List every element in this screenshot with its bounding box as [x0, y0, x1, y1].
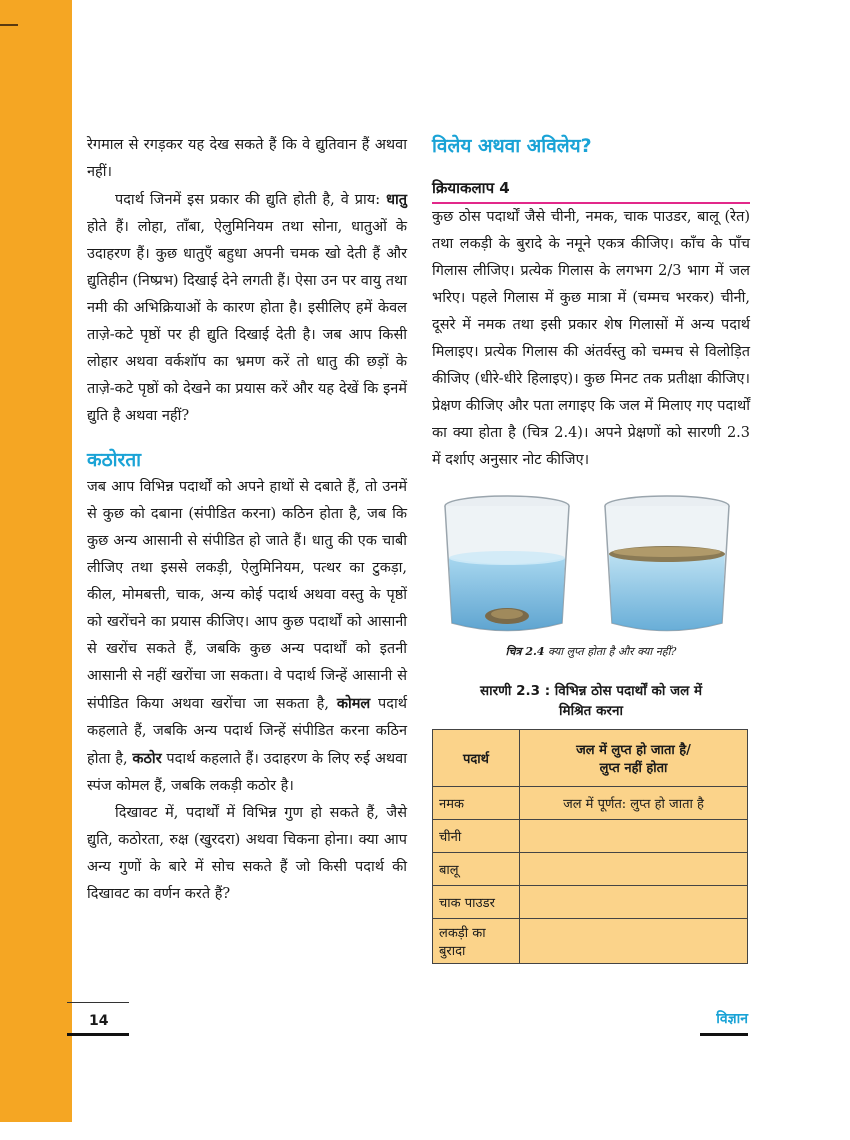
beaker-left — [445, 496, 569, 631]
term-soft: कोमल — [336, 695, 371, 712]
cell-substance: नमक — [433, 787, 520, 820]
subject-label: विज्ञान — [716, 1011, 748, 1027]
cell-substance: चीनी — [433, 820, 520, 853]
cell-result — [520, 886, 748, 919]
text-span: जब आप विभिन्न पदार्थों को अपने हाथों से दबाते हैं, तो उनमें से कुछ को दबाना (संपीडित करना) कठिन होता है, जब कि कुछ अन्य आसानी से संपीडित हो जाते हैं। धातु की एक चाबी लीजिए तथा इससे लकड़ी, ऐलुमिनियम, पत्थर का टुकड़ा, कील, मोमबत्ती, चाक, अन्य कोई पदार्थ अथवा वस्तु के पृष्ठों को खरोंचने का प्रयास कीजिए। आप कुछ पदार्थों को आसानी से खरोंच सकते हैं, जबकि कुछ अन्य पदार्थों को इतनी आसानी से नहीं खरोंचा जा सकता। वे पदार्थ जिन्हें आसानी से संपीडित किया अथवा खरोंचा जा सकता है, — [87, 479, 407, 712]
activity-text: कुछ ठोस पदार्थों जैसे चीनी, नमक, चाक पाउडर, बालू (रेत) तथा लकड़ी के बुरादे के नमूने एकत्र कीजिए। काँच के पाँच गिलास लीजिए। प्रत्येक गिलास के लगभग 2/3 भाग में जल भरिए। पहले गिलास में कुछ मात्रा में (चम्मच भरकर) चीनी, दूसरे में नमक तथा इसी प्रकार शेष गिलासों में अन्य पदार्थ मिलाइए। प्रत्येक गिलास की अंतर्वस्तु को चम्मच से विलोड़ित कीजिए (धीरे-धीरे हिलाइए)। कुछ मिनट तक प्रतीक्षा कीजिए। प्रेक्षण कीजिए और पता लगाइए कि जल में मिलाए गए पदार्थों का क्या होता है (चित्र 2.4)। अपने प्रेक्षणों को सारणी 2.3 में दर्शाए अनुसार नोट कीजिए। — [432, 209, 750, 468]
cell-result — [520, 919, 748, 964]
cell-result — [520, 853, 748, 886]
footer-subject — [700, 1005, 748, 1036]
table-title-line: मिश्रित करना — [559, 703, 623, 719]
cell-result: जल में पूर्णत: लुप्त हो जाता है — [520, 787, 748, 820]
cell-substance: बालू — [433, 853, 520, 886]
footer-page-number — [67, 1002, 129, 1033]
orange-margin-strip — [0, 0, 72, 1122]
cell-substance: लकड़ी का बुरादा — [433, 919, 520, 964]
table-row — [433, 787, 748, 820]
paragraph-appearance: दिखावट में, पदार्थों में विभिन्न गुण हो सकते हैं, जैसे द्युति, कठोरता, रुक्ष (खुरदरा) अथवा चिकना होना। क्या आप अन्य गुणों के बारे में सोच सकते हैं जो किसी पदार्थ की दिखावट का वर्णन करते हैं? — [87, 805, 407, 902]
figure-caption — [432, 644, 750, 659]
text-span: पदार्थ जिनमें इस प्रकार की द्युति होती है, वे प्राय: — [115, 192, 381, 208]
footer-rule — [67, 1033, 129, 1036]
text-span: पदार्थ कहलाते हैं, जबकि अन्य पदार्थ जिन्हें संपीडित करना कठिन होता है, — [87, 696, 408, 767]
paragraph-hardness — [87, 474, 407, 800]
section-heading-hardness: कठोरता — [87, 449, 142, 471]
page-number: 14 — [89, 1013, 109, 1029]
table-row — [433, 853, 748, 886]
section-heading-soluble: विलेय अथवा अविलेय? — [432, 135, 592, 157]
caption-text: क्या लुप्त होता है और क्या नहीं? — [547, 645, 677, 658]
observation-table — [432, 729, 748, 964]
header-result — [520, 730, 748, 787]
cell-result — [520, 820, 748, 853]
margin-tick — [0, 24, 18, 26]
paragraph-luster-intro: रेगमाल से रगड़कर यह देख सकते हैं कि वे द्युतिवान हैं अथवा नहीं। — [87, 137, 407, 180]
table-row — [433, 820, 748, 853]
term-metal: धातु — [386, 191, 408, 208]
beakers-illustration — [432, 488, 750, 638]
table-header-row — [433, 730, 748, 787]
figure-beakers — [432, 488, 750, 638]
header-substance: पदार्थ — [433, 730, 520, 787]
table-title — [432, 681, 750, 721]
text-span: होते हैं। लोहा, ताँबा, ऐलुमिनियम तथा सोना, धातुओं के उदाहरण हैं। कुछ धातुएँ बहुधा अपनी चमक खो देती हैं और द्युतिहीन (निष्प्रभ) दिखाई देने लगती हैं। ऐसा उन पर वायु तथा नमी की अभिक्रियाओं के कारण होता है। इसीलिए हमें केवल ताज़े-कटे पृष्ठों पर ही द्युति दिखाई देती है। जब आप किसी लोहार अथवा वर्कशॉप का भ्रमण करें तो धातु की छड़ों के ताज़े-कटे पृष्ठों को देखने का प्रयास करें और यह देखें कि इनमें द्युति है अथवा नहीं? — [87, 219, 407, 424]
term-hard: कठोर — [132, 750, 162, 767]
paragraph-metals — [87, 186, 407, 430]
activity-title: क्रियाकलाप 4 — [432, 178, 750, 204]
table-title-line: सारणी 2.3 : विभिन्न ठोस पदार्थों को जल में — [479, 683, 703, 699]
right-column — [432, 132, 750, 964]
caption-label: चित्र 2.4 — [505, 645, 545, 658]
cell-substance: चाक पाउडर — [433, 886, 520, 919]
left-column — [87, 132, 407, 908]
text-span: पदार्थ कहलाते हैं। उदाहरण के लिए रुई अथवा स्पंज कोमल हैं, जबकि लकड़ी कठोर है। — [87, 751, 407, 794]
beaker-right — [605, 496, 729, 631]
header-line: लुप्त नहीं होता — [599, 761, 668, 776]
header-line: जल में लुप्त हो जाता है/ — [576, 743, 691, 758]
table-row — [433, 886, 748, 919]
table-row — [433, 919, 748, 964]
